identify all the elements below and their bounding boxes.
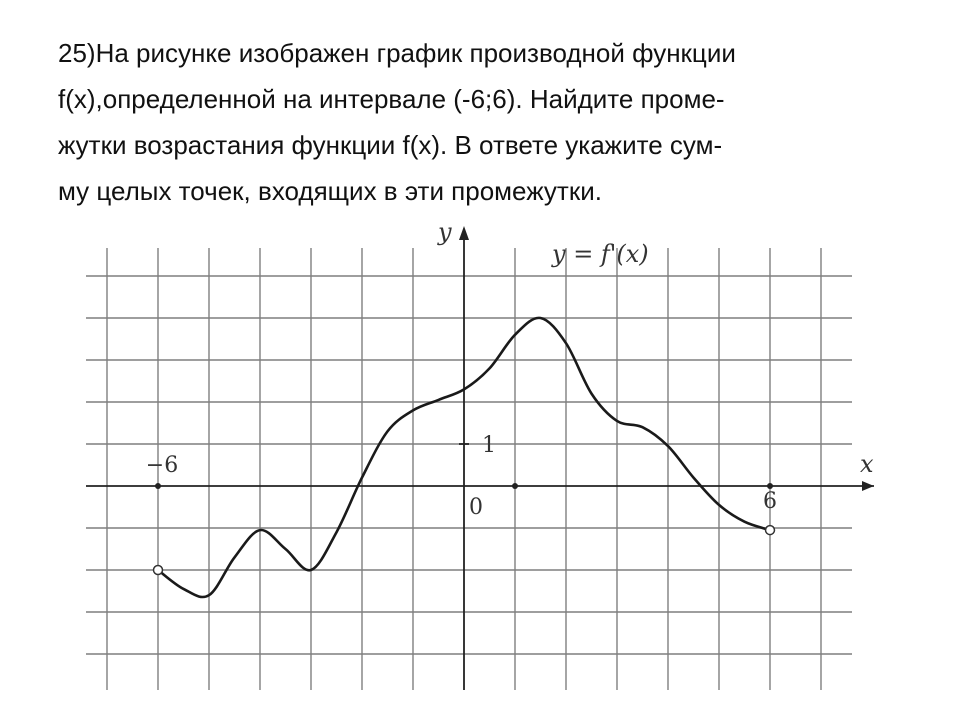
axis-point-marker	[155, 483, 161, 489]
open-endpoint-left	[154, 566, 163, 575]
x-axis-arrow	[862, 481, 874, 491]
x-left-end-label: −6	[145, 453, 179, 478]
chart-labels	[146, 218, 874, 520]
x-axis-label: x	[860, 450, 874, 478]
problem-line-1: 25)На рисунке изображен график производной функции	[58, 38, 736, 68]
problem-line-2: f(x),определенной на интервале (-6;6). Найдите проме-	[58, 84, 725, 114]
problem-line-3: жутки возрастания функции f(x). В ответе укажите сум-	[58, 130, 723, 160]
grid	[86, 248, 852, 690]
x-right-end-label: 6	[763, 489, 777, 514]
axis-point-marker	[512, 483, 518, 489]
open-endpoint-right	[766, 526, 775, 535]
problem-line-4: му целых точек, входящих в эти промежутки.	[58, 176, 602, 206]
axes	[86, 226, 874, 690]
y-unit-label: 1	[482, 433, 496, 458]
origin-label: 0	[469, 495, 483, 520]
chart-title: y = f'(x)	[552, 240, 649, 268]
y-axis-label: y	[438, 218, 452, 246]
y-axis-arrow	[459, 226, 469, 240]
